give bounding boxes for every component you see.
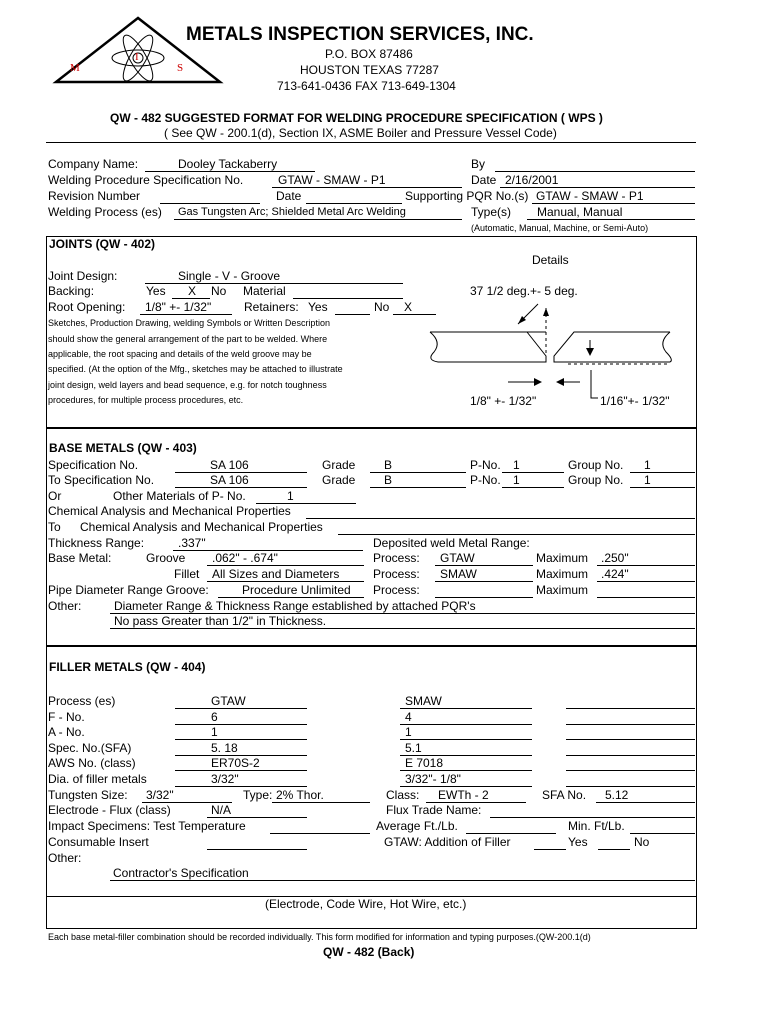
logo-letter-i: I xyxy=(135,51,139,63)
fillet-value[interactable]: All Sizes and Diameters xyxy=(212,567,340,581)
wps-label: Welding Procedure Specification No. xyxy=(48,173,244,187)
thickness-value[interactable]: .337" xyxy=(178,536,206,550)
group-label-2: Group No. xyxy=(568,473,624,487)
process-label-1: Process: xyxy=(373,551,420,565)
filler-row-line-3 xyxy=(566,708,695,709)
pno-label-2: P-No. xyxy=(470,473,501,487)
filler-row-col1[interactable]: 1 xyxy=(211,725,218,739)
backing-mark[interactable]: X xyxy=(188,284,197,298)
filler-row-line-1 xyxy=(175,770,307,771)
grade-value-2[interactable]: B xyxy=(384,473,393,487)
grade-label-2: Grade xyxy=(322,473,356,487)
flux-trade-label: Flux Trade Name: xyxy=(386,803,482,817)
backing-material-label: Material xyxy=(243,284,286,298)
pno-value-1[interactable]: 1 xyxy=(513,458,520,472)
pipe-diameter-value[interactable]: Procedure Unlimited xyxy=(242,583,351,597)
form-subtitle: ( See QW - 200.1(d), Section IX, ASME Boiler and Pressure Vessel Code) xyxy=(164,126,557,140)
sfa-value[interactable]: 5.12 xyxy=(605,788,629,802)
base-metals-heading: BASE METALS (QW - 403) xyxy=(49,441,197,455)
filler-row-col2[interactable]: 4 xyxy=(405,710,412,724)
group-value-1[interactable]: 1 xyxy=(644,458,651,472)
filler-row-label: Dia. of filler metals xyxy=(48,772,147,786)
class-label: Class: xyxy=(386,788,420,802)
filler-row-col2[interactable]: 1 xyxy=(405,725,412,739)
filler-row-label: A - No. xyxy=(48,725,85,739)
tungsten-size-label: Tungsten Size: xyxy=(48,788,128,802)
joint-design-label: Joint Design: xyxy=(48,269,118,283)
process-value-1[interactable]: GTAW xyxy=(440,551,475,565)
logo-letter-m: M xyxy=(70,62,80,74)
filler-row-line-1 xyxy=(175,739,307,740)
filler-row-label: Spec. No.(SFA) xyxy=(48,741,132,755)
average-ftlb-label: Average Ft./Lb. xyxy=(376,819,458,833)
filler-row-col1[interactable]: 6 xyxy=(211,710,218,724)
joint-sketch xyxy=(420,298,690,408)
other-materials-label: Other Materials of P- No. xyxy=(113,489,246,503)
joints-note-1: Sketches, Production Drawing, welding Symbols or Written Description xyxy=(48,318,330,328)
logo-letter-s: S xyxy=(177,62,184,74)
form-back-label: QW - 482 (Back) xyxy=(323,945,415,959)
groove-label: Groove xyxy=(146,551,186,565)
filler-row-label: Process (es) xyxy=(48,694,116,708)
chem-analysis-1: Chemical Analysis and Mechanical Properties xyxy=(48,504,291,518)
details-label: Details xyxy=(532,253,569,267)
group-label-1: Group No. xyxy=(568,458,624,472)
types-note: (Automatic, Manual, Machine, or Semi-Auto) xyxy=(471,223,649,233)
filler-row-line-3 xyxy=(566,786,695,787)
filler-row-col2[interactable]: 3/32"- 1/8" xyxy=(405,772,461,786)
spec-label-1: Specification No. xyxy=(48,458,139,472)
backing-label: Backing: xyxy=(48,284,95,298)
filler-row-label: F - No. xyxy=(48,710,85,724)
impact-specimens-label: Impact Specimens: Test Temperature xyxy=(48,819,246,833)
maximum-label-3: Maximum xyxy=(536,583,589,597)
electrode-flux-value[interactable]: N/A xyxy=(211,803,232,817)
process-value-2[interactable]: SMAW xyxy=(440,567,477,581)
electrode-note: (Electrode, Code Wire, Hot Wire, etc.) xyxy=(265,897,467,911)
deposited-label: Deposited weld Metal Range: xyxy=(373,536,530,550)
supporting-pqr-value[interactable]: GTAW - SMAW - P1 xyxy=(536,189,644,203)
gtaw-filler-no: No xyxy=(634,835,650,849)
process-label-2: Process: xyxy=(373,567,420,581)
filler-row-line-3 xyxy=(566,770,695,771)
pipe-diameter-label: Pipe Diameter Range Groove: xyxy=(48,583,209,597)
filler-row-line-1 xyxy=(175,708,307,709)
joints-heading: JOINTS (QW - 402) xyxy=(49,237,156,251)
class-value[interactable]: EWTh - 2 xyxy=(438,788,489,802)
process-label-3: Process: xyxy=(373,583,420,597)
base-metal-label: Base Metal: xyxy=(48,551,112,565)
filler-row-line-3 xyxy=(566,724,695,725)
filler-row-label: AWS No. (class) xyxy=(48,756,136,770)
min-ftlb-label: Min. Ft/Lb. xyxy=(568,819,625,833)
joints-note-2: should show the general arrangement of the part to be welded. Where xyxy=(48,334,328,344)
tungsten-type-label: Type: xyxy=(243,788,273,802)
date-label: Date xyxy=(471,173,497,187)
form-title: QW - 482 SUGGESTED FORMAT FOR WELDING PROCEDURE SPECIFICATION ( WPS ) xyxy=(110,111,603,125)
date-value[interactable]: 2/16/2001 xyxy=(505,173,559,187)
root-gap-label: 1/8" +- 1/32" xyxy=(470,394,537,408)
sfa-label: SFA No. xyxy=(542,788,587,802)
spec-value-1[interactable]: SA 106 xyxy=(210,458,249,472)
revision-label: Revision Number xyxy=(48,189,141,203)
filler-row-col1[interactable]: 3/32" xyxy=(211,772,239,786)
contractor-spec[interactable]: Contractor's Specification xyxy=(113,866,249,880)
company-name-label: Company Name: xyxy=(48,157,139,171)
chem-analysis-2: Chemical Analysis and Mechanical Properties xyxy=(80,520,323,534)
consumable-insert-label: Consumable Insert xyxy=(48,835,149,849)
company-name: METALS INSPECTION SERVICES, INC. xyxy=(186,24,534,45)
filler-metals-heading: FILLER METALS (QW - 404) xyxy=(49,660,206,674)
maximum-label-2: Maximum xyxy=(536,567,589,581)
maximum-value-1[interactable]: .250" xyxy=(601,551,629,565)
process-label: Welding Process (es) xyxy=(48,205,162,219)
maximum-label-1: Maximum xyxy=(536,551,589,565)
filler-row-line-2 xyxy=(400,786,532,787)
root-opening-value[interactable]: 1/8" +- 1/32" xyxy=(145,300,212,314)
pno-label-1: P-No. xyxy=(470,458,501,472)
header-divider xyxy=(46,142,696,143)
tungsten-size-value[interactable]: 3/32" xyxy=(146,788,174,802)
gtaw-filler-label: GTAW: Addition of Filler xyxy=(384,835,511,849)
company-name-value[interactable]: Dooley Tackaberry xyxy=(178,157,278,171)
address-line-1: P.O. BOX 87486 xyxy=(325,47,413,61)
types-label: Type(s) xyxy=(471,205,512,219)
gtaw-filler-yes: Yes xyxy=(568,835,588,849)
maximum-value-2[interactable]: .424" xyxy=(601,567,629,581)
supporting-pqr-label: Supporting PQR No.(s) xyxy=(405,189,529,203)
filler-row-line-3 xyxy=(566,739,695,740)
filler-other-label: Other: xyxy=(48,851,82,865)
filler-row-col2[interactable]: SMAW xyxy=(405,694,442,708)
revision-date-label: Date xyxy=(276,189,302,203)
bevel-angle-label: 37 1/2 deg.+- 5 deg. xyxy=(470,284,578,298)
electrode-flux-label: Electrode - Flux (class) xyxy=(48,803,171,817)
filler-row-line-2 xyxy=(400,739,532,740)
thickness-label: Thickness Range: xyxy=(48,536,145,550)
backing-yes: Yes xyxy=(146,284,166,298)
group-value-2[interactable]: 1 xyxy=(644,473,651,487)
or-label: Or xyxy=(48,489,62,503)
other-note-1[interactable]: Diameter Range & Thickness Range established by attached PQR's xyxy=(114,599,476,613)
grade-value-1[interactable]: B xyxy=(384,458,393,472)
filler-row-col2[interactable]: 5.1 xyxy=(405,741,422,755)
wps-number[interactable]: GTAW - SMAW - P1 xyxy=(278,173,386,187)
retainers-label: Retainers: xyxy=(244,300,299,314)
filler-row-line-2 xyxy=(400,724,532,725)
spec-value-2[interactable]: SA 106 xyxy=(210,473,249,487)
groove-value[interactable]: .062" - .674" xyxy=(212,551,278,565)
grade-label-1: Grade xyxy=(322,458,356,472)
filler-metals-section xyxy=(46,646,697,929)
retainers-yes: Yes xyxy=(308,300,328,314)
fillet-label: Fillet xyxy=(174,567,200,581)
phone-fax: 713-641-0436 FAX 713-649-1304 xyxy=(277,79,456,93)
joints-note-4: specified. (At the option of the Mfg., sketches may be attached to illustrate xyxy=(48,364,343,374)
joints-note-6: procedures, for multiple process procedures, etc. xyxy=(48,395,244,405)
root-opening-label: Root Opening: xyxy=(48,300,126,314)
filler-row-line-1 xyxy=(175,786,307,787)
types-value[interactable]: Manual, Manual xyxy=(537,205,623,219)
joint-design-value[interactable]: Single - V - Groove xyxy=(178,269,281,283)
retainers-no: No xyxy=(374,300,390,314)
other-note-2[interactable]: No pass Greater than 1/2" in Thickness. xyxy=(114,614,327,628)
filler-row-col1[interactable]: GTAW xyxy=(211,694,246,708)
tungsten-type-value[interactable]: 2% Thor. xyxy=(276,788,324,802)
filler-row-line-3 xyxy=(566,755,695,756)
other-label: Other: xyxy=(48,599,82,613)
joints-note-5: joint design, weld layers and bead sequence, e.g. for notch toughness xyxy=(48,380,327,390)
footer-note: Each base metal-filler combination should be recorded individually. This form modified for information and typing purposes.(QW-200.1(d) xyxy=(48,932,591,942)
root-land-label: 1/16"+- 1/32" xyxy=(600,394,670,408)
retainers-mark[interactable]: X xyxy=(404,300,413,314)
to-label: To xyxy=(48,520,61,534)
filler-row-line-2 xyxy=(400,708,532,709)
filler-row-line-1 xyxy=(175,724,307,725)
spec-label-2: To Specification No. xyxy=(48,473,155,487)
other-materials-value[interactable]: 1 xyxy=(287,489,294,503)
process-value[interactable]: Gas Tungsten Arc; Shielded Metal Arc Welding xyxy=(178,206,406,218)
filler-row-col2[interactable]: E 7018 xyxy=(405,756,444,770)
filler-row-col1[interactable]: ER70S-2 xyxy=(211,756,260,770)
by-label: By xyxy=(471,157,486,171)
address-line-2: HOUSTON TEXAS 77287 xyxy=(300,63,439,77)
filler-row-col1[interactable]: 5. 18 xyxy=(211,741,238,755)
backing-no: No xyxy=(211,284,227,298)
joints-note-3: applicable, the root spacing and details of the weld groove may be xyxy=(48,349,312,359)
pno-value-2[interactable]: 1 xyxy=(513,473,520,487)
filler-row-line-2 xyxy=(400,770,532,771)
